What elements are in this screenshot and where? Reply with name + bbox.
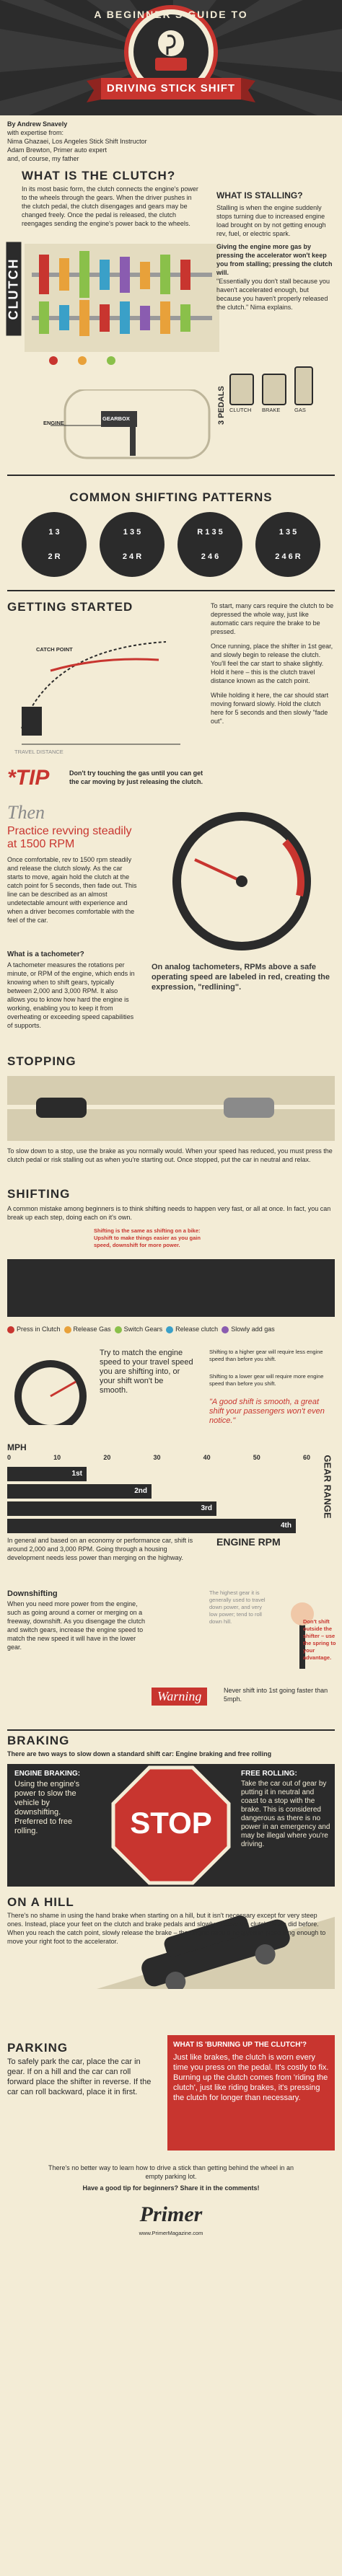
stalling-body: Stalling is when the engine suddenly stops turning due to increased engine load brought on by not getting enough rev, fuel, or electric spark. xyxy=(216,204,326,237)
step-label: Switch Gears xyxy=(123,1326,163,1333)
gear-bar-label: 1st xyxy=(71,1470,82,1478)
highest-gear-note: The highest gear it is generally used to travel down power, and very low power; tend to roll down hill. xyxy=(209,1589,266,1625)
step-item xyxy=(115,1326,163,1333)
shift-pattern xyxy=(177,512,242,577)
axis-tick: 50 xyxy=(253,1454,260,1461)
general-note: In general and based on an economy or performance car, shift is around 2,000 and 3,000 RPM. Going through a housing development needs less power than merging on the highway. xyxy=(7,1537,193,1561)
divider xyxy=(7,1729,335,1731)
shifting-steps xyxy=(7,1326,335,1333)
getting-started-text xyxy=(211,601,335,725)
stopping-body: To slow down to a stop, use the brake as you normally would. When your speed has reduced, you must press the clutch pedal or risk stalling out as when you're starting out. Once stopped, put the car in neutral and relax. xyxy=(7,1147,333,1163)
hill-body: There's no shame in using the hand brake when starting on a hill, but it isn't necessary except for very steep ones. Instead, place your feet on the clutch and brake pedals and slowly release the clutch as we did before. When you reach the catch point, slowly release the brake – the engine should hold you in place long enough to move your right foot to the accelerator. xyxy=(7,1912,326,1945)
brand-logo: Primer xyxy=(139,2202,203,2226)
road-illustration xyxy=(7,1076,335,1141)
stalling-quote: "Essentially you don't stall because you haven't accelerated enough, but because you haven't properly released the clutch." Nima explains. xyxy=(216,278,330,311)
burn-heading: WHAT IS 'BURNING UP THE CLUTCH'? xyxy=(173,2041,307,2049)
axis-tick: 0 xyxy=(7,1454,12,1461)
gear-bar-label: 4th xyxy=(281,1522,291,1530)
pattern-top: 1 3 xyxy=(48,528,60,537)
axis-tick: 40 xyxy=(203,1454,211,1461)
shift-pattern xyxy=(255,512,320,577)
step-item xyxy=(7,1326,61,1333)
braking-sub: There are two ways to slow down a standard shift car: Engine braking and free rolling xyxy=(7,1750,272,1757)
pattern-top: R 1 3 5 xyxy=(197,528,223,537)
site-url[interactable]: www.PrimerMagazine.com xyxy=(139,2230,203,2236)
engine-braking-heading: ENGINE BRAKING: xyxy=(14,1770,81,1778)
pedals-label: 3 PEDALS xyxy=(217,386,226,425)
stopping-section xyxy=(0,1054,342,1184)
gas-pedal xyxy=(294,366,313,405)
pattern-bottom: 2 4 6 xyxy=(201,552,219,561)
hill-heading: ON A HILL xyxy=(7,1895,74,1909)
burn-clutch-box xyxy=(167,2035,335,2151)
getting-started-heading: GETTING STARTED xyxy=(7,600,133,614)
tach-body: A tachometer measures the rotations per minute, or RPM of the engine, which ends in knowing when to shift gears, typically between 2,000 and 3,000 RPM. It also allows you to know how hard the engine is working, enabling you to keep it from overheating or exceeding speed capabilities of supports. xyxy=(7,961,135,1029)
dont-note: Don't shift outside the shifter – use the spring to your advantage. xyxy=(303,1618,336,1661)
stopping-heading: STOPPING xyxy=(7,1054,76,1068)
catch-point-label: CATCH POINT xyxy=(36,646,73,653)
downshift-body: When you need more power from the engine, such as going around a corner or merging on a freeway, downshift. As you disengage the clutch and switch gears, increase the engine speed to match the new speed it will have in the lower gear. xyxy=(7,1600,145,1651)
clutch-heading: WHAT IS THE CLUTCH? xyxy=(22,169,176,182)
free-rolling-body: Take the car out of gear by putting it in neutral and coast to a stop with the brake. This is considered dangerous as there is no power in an emergency and may be illegal where you're driving. xyxy=(241,1780,330,1848)
downshifting-section xyxy=(0,1589,342,1726)
gearbox-diagram xyxy=(25,244,219,381)
header xyxy=(0,0,342,115)
travel-distance-label: TRAVEL DISTANCE xyxy=(14,749,63,755)
tip-box xyxy=(7,766,209,795)
step-label: Press in Clutch xyxy=(17,1326,61,1333)
parking-heading: PARKING xyxy=(7,2041,69,2055)
gear-bar xyxy=(7,1501,216,1516)
parking-section xyxy=(0,2035,342,2158)
mph-label: MPH xyxy=(7,1442,27,1452)
step-paragraph: To start, many cars require the clutch to be depressed the whole way, just like automatic cars require the brake to be pressed. xyxy=(211,602,334,635)
footer-line2: Have a good tip for beginners? Share it in the comments! xyxy=(82,2184,260,2192)
gear-bar xyxy=(7,1519,296,1533)
parking-body: To safely park the car, place the car in gear. If on a hill and the car can roll forward place the shifter in reverse. If the car can roll backward, place it in first. xyxy=(7,2057,152,2096)
warning-text: Never shift into 1st going faster than 5mph. xyxy=(224,1687,328,1703)
pattern-top: 1 3 5 xyxy=(279,528,297,537)
gear-bar-label: 2nd xyxy=(134,1487,147,1495)
downshift-heading: Downshifting xyxy=(7,1589,58,1598)
upshift-tip: Shifting to a higher gear will require less engine speed than before you shift. xyxy=(209,1349,323,1362)
free-rolling-heading: FREE ROLLING: xyxy=(241,1770,297,1778)
title-top: A BEGINNER'S GUIDE TO xyxy=(94,9,248,20)
step-label: Release clutch xyxy=(175,1326,219,1333)
step-item xyxy=(166,1326,218,1333)
brake-pedal xyxy=(262,374,286,405)
patterns-section xyxy=(0,479,342,587)
tachometer xyxy=(152,809,332,953)
step-item xyxy=(64,1326,111,1333)
footer-line1: There's no better way to learn how to drive a stick than getting behind the wheel in an empty parking lot. xyxy=(48,2164,294,2180)
step-dot xyxy=(115,1326,122,1333)
hill-section xyxy=(0,1895,342,2032)
analog-note: On analog tachometers, RPMs above a safe operating speed are labeled in red, creating the expression, "redlining". xyxy=(152,963,330,992)
gearbox-label: GEARBOX xyxy=(102,415,130,422)
stop-text: STOP xyxy=(130,1806,212,1840)
engine-braking-body: Using the engine's power to slow the vehicle by downshifting. Preferred to free rolling. xyxy=(14,1780,80,1835)
pedal-name: CLUTCH xyxy=(229,407,252,413)
page-title: DRIVING STICK SHIFT xyxy=(106,82,236,94)
catch-point-diagram xyxy=(7,620,202,750)
credit-line: with expertise from: xyxy=(7,129,64,136)
footer xyxy=(0,2163,342,2264)
burn-body: Just like brakes, the clutch is worn every time you press on the pedal. It's costly to fix. Burning up the clutch comes from 'riding the clutch', just like riding brakes, it's pressing the clutch for longer than necessary. xyxy=(173,2053,329,2102)
rpm-match-section xyxy=(0,1346,342,1439)
then-subhead: Practice revving steadily at 1500 RPM xyxy=(7,825,132,850)
then-section xyxy=(0,802,342,1062)
stalling-box xyxy=(216,190,335,312)
gear-range-label: GEAR RANGE xyxy=(322,1455,333,1519)
divider xyxy=(7,475,335,476)
clutch-side-label: CLUTCH xyxy=(6,242,22,336)
downshift-tip: Shifting to a lower gear will require more engine speed than before you shift. xyxy=(209,1373,324,1387)
gear-bar-label: 3rd xyxy=(201,1504,212,1512)
shift-pattern xyxy=(22,512,87,577)
tip-text: Don't try touching the gas until you can get the car moving by just releasing the clutch. xyxy=(69,769,203,785)
pattern-top: 1 3 5 xyxy=(123,528,141,537)
pattern-bottom: 2 4 R xyxy=(122,552,142,561)
shifting-illustration xyxy=(7,1259,335,1317)
shifting-note: Shifting is the same as shifting on a bike: Upshift to make things easier as you gain speed, downshift for more power. xyxy=(94,1227,201,1248)
pattern-bottom: 2 4 6 R xyxy=(275,552,301,561)
then-label: Then xyxy=(7,802,45,823)
quote: "A good shift is smooth, a great shift your passengers won't even notice." xyxy=(209,1398,325,1425)
step-label: Slowly add gas xyxy=(231,1326,275,1333)
step-label: Release Gas xyxy=(73,1326,111,1333)
shifting-heading: SHIFTING xyxy=(7,1187,71,1201)
step-dot xyxy=(166,1326,173,1333)
axis-tick: 20 xyxy=(103,1454,111,1461)
step-item xyxy=(222,1326,275,1333)
step-paragraph: While holding it here, the car should start moving forward slowly. Hold the clutch here for 5 seconds and then slowly "fade out". xyxy=(211,692,329,725)
credits xyxy=(7,120,224,163)
stalling-bold: Giving the engine more gas by pressing the accelerator won't keep you from stalling; pressing the clutch will. xyxy=(216,243,333,276)
step-paragraph: Once running, place the shifter in 1st gear, and slowly begin to release the clutch. You'll feel the car start to shake slightly. Hold it here – this is the clutch travel distance known as the catch point. xyxy=(211,643,333,684)
braking-heading: BRAKING xyxy=(7,1734,70,1747)
credit-line: Nima Ghazaei, Los Angeles Stick Shift Instructor xyxy=(7,138,147,145)
pedal-name: BRAKE xyxy=(262,407,281,413)
clutch-section xyxy=(0,166,342,469)
tip-label: *TIP xyxy=(7,766,50,790)
patterns-list xyxy=(22,512,320,577)
axis-tick: 60 xyxy=(302,1454,310,1461)
shifting-section xyxy=(0,1187,342,1324)
then-body: Once comfortable, rev to 1500 rpm steadily and release the clutch slowly. As the car starts to move, again hold the clutch at the catch point for 5 seconds, then fade out. This line can be described as an almost undetectable amount with experience and when a driver becomes comfortable with the feel of the car. xyxy=(7,856,137,924)
mph-axis xyxy=(7,1454,310,1461)
author: By Andrew Snavely xyxy=(7,120,68,128)
engine-rpm-label: ENGINE RPM xyxy=(216,1536,281,1548)
speedometer xyxy=(7,1353,94,1425)
stalling-heading: WHAT IS STALLING? xyxy=(216,190,303,200)
getting-started-section xyxy=(0,594,342,829)
gear-range-section xyxy=(0,1442,342,1587)
credit-line: Adam Brewton, Primer auto expert xyxy=(7,146,108,154)
tach-heading: What is a tachometer? xyxy=(7,950,84,958)
shifting-body: A common mistake among beginners is to think shifting needs to happen very fast, or all at once. In fact, you can break up each step, doing each on it's own. xyxy=(7,1205,331,1221)
braking-section xyxy=(0,1734,342,1892)
pattern-bottom: 2 R xyxy=(48,552,61,561)
step-dot xyxy=(222,1326,229,1333)
warning-label: Warning xyxy=(152,1688,207,1706)
patterns-heading: COMMON SHIFTING PATTERNS xyxy=(69,490,273,504)
clutch-body: In its most basic form, the clutch connects the engine's power to the wheels through the gears. When the driver pushes in the clutch pedal, the clutch disengages and gears may be changed freely. Once the pedal is released, the clutch reengages sending the engine's power back to the wheels. xyxy=(22,185,198,227)
rpm-tip: Try to match the engine speed to your travel speed you are shifting into, or your shift won't be smooth. xyxy=(100,1349,193,1395)
warning-box xyxy=(152,1683,335,1719)
step-dot xyxy=(7,1326,14,1333)
axis-tick: 10 xyxy=(53,1454,61,1461)
step-dot xyxy=(64,1326,71,1333)
divider xyxy=(7,590,335,591)
gear-bar xyxy=(7,1484,152,1499)
axis-tick: 30 xyxy=(153,1454,161,1461)
credit-line: and, of course, my father xyxy=(7,155,79,162)
pedal-name: GAS xyxy=(294,407,306,413)
gear-bar xyxy=(7,1467,87,1481)
shift-pattern xyxy=(100,512,165,577)
engine-label: ENGINE xyxy=(43,420,64,426)
